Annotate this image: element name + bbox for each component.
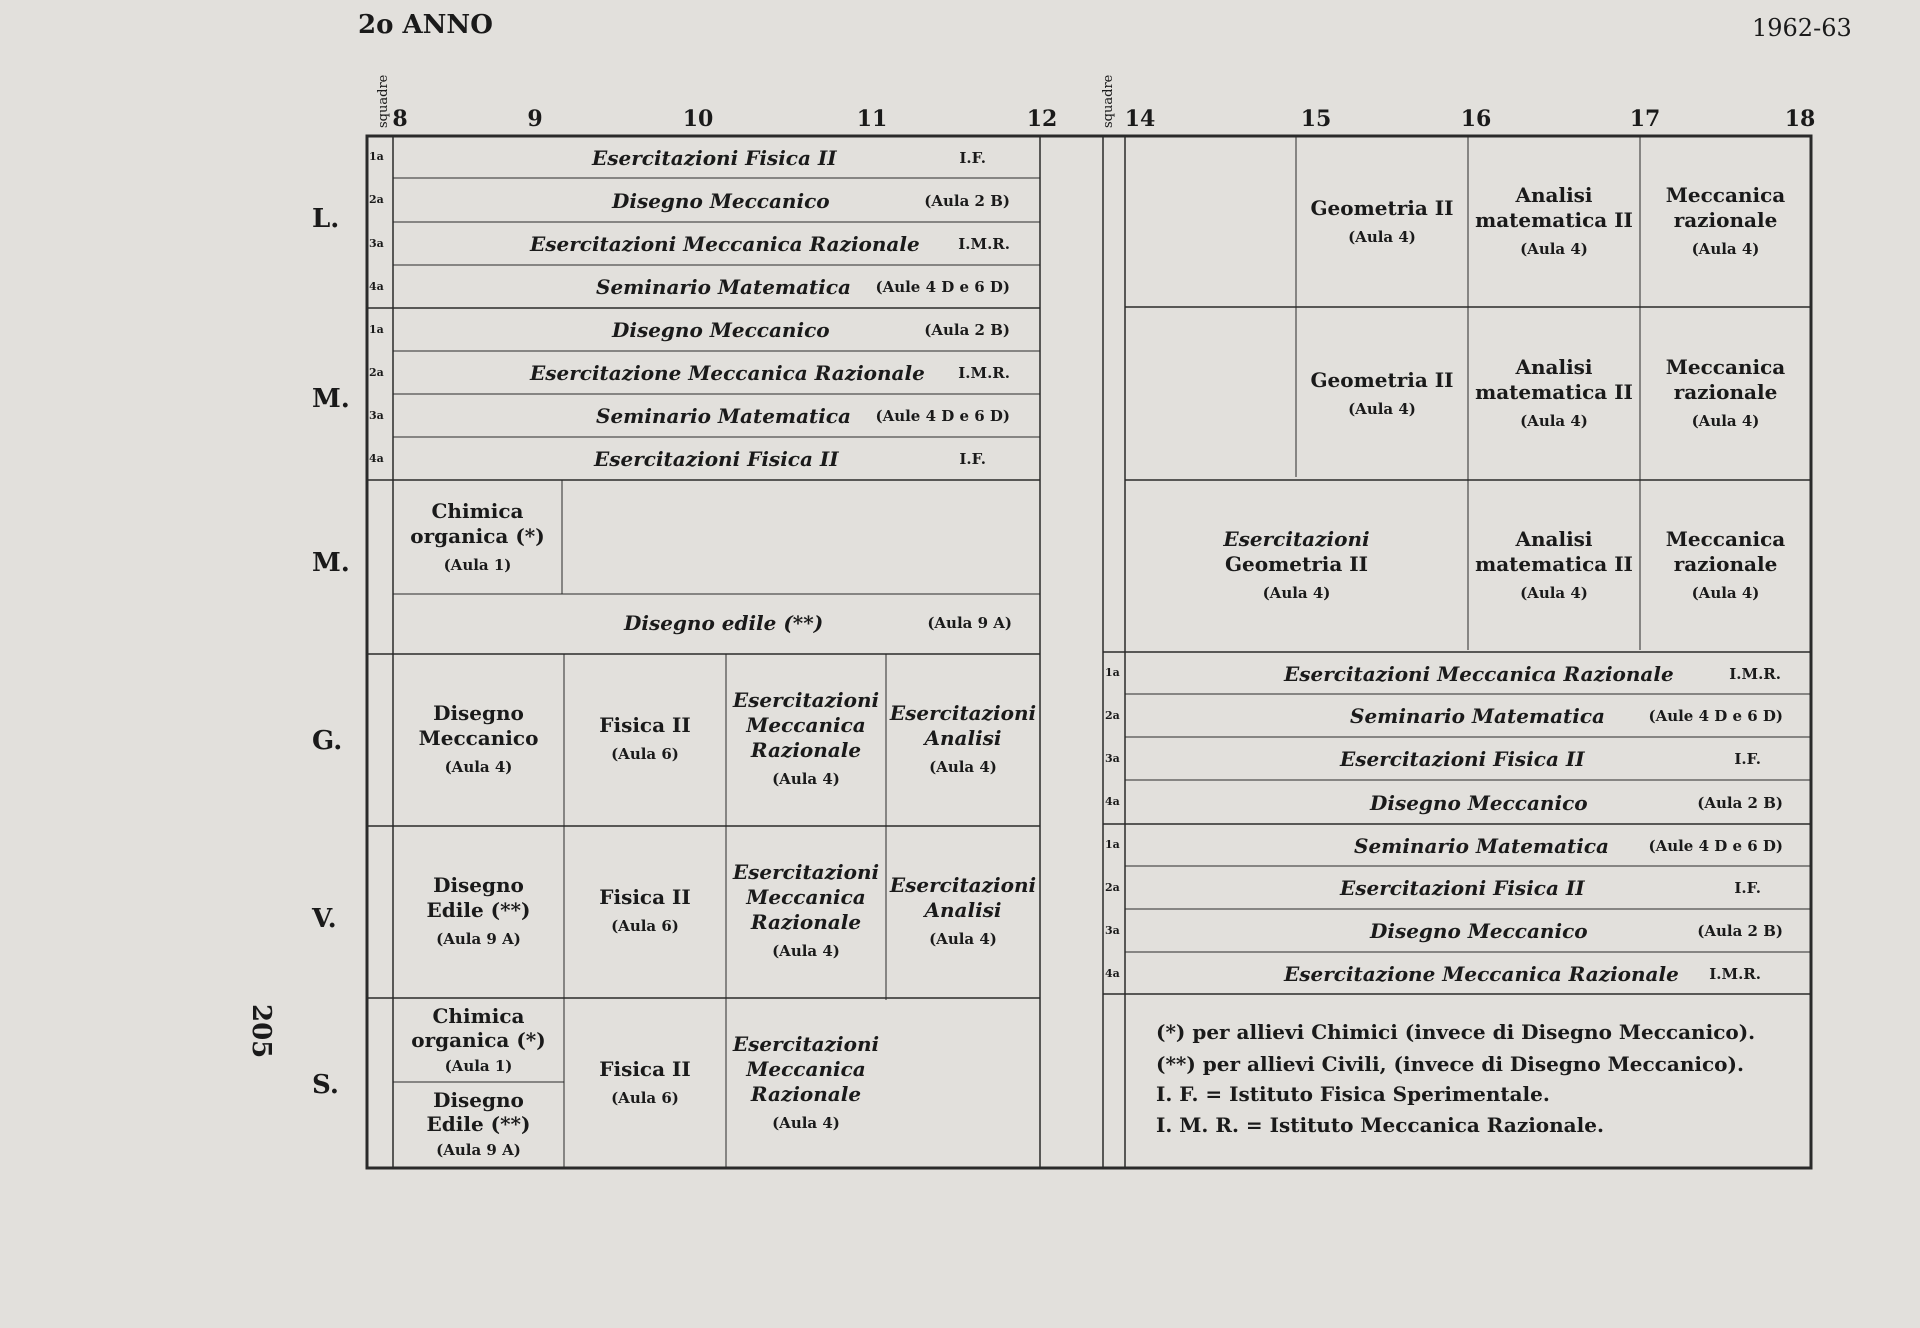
room: (Aula 4) — [929, 929, 997, 948]
squad-label: 2a — [1105, 709, 1120, 722]
day-venerdi: V. — [312, 904, 337, 934]
cell-line: Disegno — [433, 872, 524, 897]
room: (Aula 4) — [772, 1114, 840, 1132]
footnote: I. F. = Istituto Fisica Sperimentale. — [1156, 1082, 1550, 1106]
subject: Disegno Meccanico — [612, 189, 830, 213]
squad-label: 1a — [1105, 666, 1120, 679]
cell-eserc-meccanica — [726, 1000, 886, 1168]
room: (Aula 4) — [1520, 240, 1588, 258]
cell-line: Razionale — [750, 910, 862, 934]
cell-eserc-analisi — [886, 828, 1040, 996]
schedule-row — [400, 309, 1030, 351]
subject: Disegno edile (**) — [624, 611, 824, 635]
room: (Aula 6) — [611, 745, 679, 763]
footnote: (**) per allievi Civili, (invece di Disegno Meccanico). — [1156, 1052, 1744, 1076]
cell-line: Disegno — [433, 1088, 524, 1112]
cell-line: Meccanica — [746, 1057, 866, 1081]
room: (Aula 6) — [611, 1089, 679, 1107]
room: (Aula 1) — [443, 555, 512, 574]
hour-10: 10 — [682, 106, 714, 132]
schedule-row — [1130, 867, 1801, 909]
cell-line: Fisica II — [599, 885, 691, 909]
squad-label: 3a — [369, 409, 384, 422]
squad-label: 4a — [369, 280, 384, 293]
squad-label: 3a — [1105, 752, 1120, 765]
cell-line: Geometria II — [1224, 552, 1369, 576]
schedule-row — [400, 600, 1030, 646]
cell-eserc-meccanica — [726, 656, 886, 824]
squad-label: 4a — [1105, 795, 1120, 808]
cell-line: Meccanico — [418, 725, 539, 750]
cell-disegno-edile — [393, 1084, 564, 1166]
schedule-row — [1130, 953, 1801, 994]
room: (Aula 4) — [1691, 584, 1760, 602]
cell-fisica — [564, 656, 726, 824]
year-label: 2o ANNO — [358, 10, 493, 40]
cell-geometria — [1296, 140, 1468, 305]
cell-line: Esercitazioni — [1223, 527, 1370, 551]
cell-eserc-analisi — [886, 656, 1040, 824]
squad-label: 1a — [1105, 838, 1120, 851]
squad-label: 2a — [369, 366, 384, 379]
room: (Aula 2 B) — [1697, 793, 1783, 812]
cell-line: Analisi — [1515, 527, 1593, 551]
day-giovedi: G. — [312, 726, 343, 756]
cell-line: Fisica II — [599, 713, 691, 737]
room: (Aula 6) — [611, 917, 679, 935]
cell-line: Fisica II — [599, 1057, 691, 1081]
cell-line: Edile (**) — [426, 1112, 531, 1136]
cell-line: Edile (**) — [426, 897, 531, 922]
squad-label: 1a — [369, 150, 384, 163]
cell-line: Geometria II — [1310, 367, 1454, 392]
room: I.F. — [1734, 750, 1761, 768]
room: I.M.R. — [958, 235, 1010, 253]
room: (Aule 4 D e 6 D) — [1648, 836, 1783, 855]
schedule-row — [1130, 738, 1801, 780]
room: (Aula 4) — [929, 757, 997, 776]
schedule-row — [400, 180, 1030, 222]
room: (Aule 4 D e 6 D) — [875, 278, 1010, 296]
squad-label: 4a — [369, 452, 384, 465]
cell-analisi — [1468, 484, 1640, 649]
cell-line: Esercitazioni — [732, 860, 880, 884]
schedule-row — [400, 223, 1030, 265]
footnote: (*) per allievi Chimici (invece di Disegno Meccanico). — [1156, 1020, 1756, 1044]
subject: Esercitazioni Fisica II — [1340, 747, 1585, 771]
room: (Aula 9 A) — [927, 614, 1012, 632]
cell-meccanica — [1640, 312, 1811, 477]
schedule-row — [400, 138, 1030, 178]
cell-line: Razionale — [750, 1082, 862, 1106]
schedule-row — [1130, 653, 1801, 694]
subject: Esercitazioni Fisica II — [592, 146, 837, 170]
room: I.F. — [959, 450, 986, 468]
room: I.F. — [1734, 879, 1761, 897]
squadre-label-morning: squadre — [376, 74, 391, 128]
hour-14: 14 — [1124, 106, 1156, 132]
cell-eserc-geometria — [1125, 484, 1468, 649]
room: (Aula 4) — [1520, 584, 1588, 602]
schedule-row — [400, 438, 1030, 480]
cell-disegno-edile — [393, 828, 564, 996]
room: (Aula 4) — [772, 770, 840, 788]
cell-line: Esercitazioni — [732, 688, 880, 712]
room: I.M.R. — [1709, 964, 1761, 983]
cell-line: Meccanica — [746, 885, 866, 909]
cell-line: Meccanica — [1665, 183, 1786, 207]
subject: Seminario Matematica — [596, 404, 852, 428]
schedule-row — [400, 266, 1030, 308]
room: (Aula 2 B) — [1697, 922, 1783, 940]
hour-17: 17 — [1629, 106, 1661, 132]
cell-eserc-meccanica — [726, 828, 886, 996]
cell-fisica — [564, 828, 726, 996]
schedule-row — [400, 395, 1030, 437]
cell-line: organica (*) — [411, 1028, 546, 1052]
squad-label: 4a — [1105, 967, 1120, 980]
cell-line: organica (*) — [410, 523, 545, 548]
schedule-row — [1130, 781, 1801, 824]
schedule-row — [1130, 910, 1801, 952]
room: (Aule 4 D e 6 D) — [1648, 707, 1783, 725]
cell-line: Chimica — [431, 498, 524, 523]
hour-18: 18 — [1784, 106, 1816, 132]
subject: Disegno Meccanico — [612, 318, 830, 342]
cell-fisica — [564, 1000, 726, 1168]
cell-chimica — [393, 482, 562, 594]
room: (Aula 4) — [1691, 240, 1760, 258]
day-martedi: M. — [312, 384, 350, 414]
hour-11: 11 — [856, 106, 888, 132]
cell-chimica — [393, 1000, 564, 1082]
cell-meccanica — [1640, 484, 1811, 649]
cell-line: Esercitazioni — [889, 872, 1037, 897]
room: (Aula 2 B) — [924, 321, 1010, 339]
hour-12: 12 — [1026, 106, 1058, 132]
room: (Aula 1) — [444, 1057, 513, 1075]
cell-line: matematica II — [1475, 208, 1633, 232]
academic-year: 1962-63 — [1752, 14, 1852, 42]
cell-line: razionale — [1673, 552, 1778, 576]
subject: Esercitazioni Meccanica Razionale — [530, 232, 920, 256]
cell-line: Analisi — [1515, 183, 1593, 207]
room: (Aula 4) — [1348, 399, 1416, 418]
squad-label: 3a — [1105, 924, 1120, 937]
cell-meccanica — [1640, 140, 1811, 305]
footnote: I. M. R. = Istituto Meccanica Razionale. — [1156, 1113, 1604, 1137]
cell-line: Esercitazioni — [732, 1032, 880, 1056]
page-number: 205 — [246, 1004, 276, 1059]
subject: Disegno Meccanico — [1370, 919, 1588, 943]
subject: Disegno Meccanico — [1370, 790, 1588, 815]
schedule-row — [1130, 695, 1801, 737]
hour-9: 9 — [527, 106, 543, 132]
cell-line: Analisi — [924, 897, 1002, 922]
day-lunedi: L. — [312, 204, 340, 234]
hour-8: 8 — [392, 106, 408, 132]
room: (Aula 9 A) — [436, 929, 521, 948]
cell-line: matematica II — [1475, 552, 1633, 576]
cell-line: Meccanica — [1665, 355, 1786, 379]
room: (Aula 4) — [1262, 584, 1331, 602]
cell-geometria — [1296, 312, 1468, 477]
room: (Aule 4 D e 6 D) — [875, 407, 1010, 425]
cell-line: Meccanica — [1665, 527, 1786, 551]
room: (Aula 9 A) — [436, 1141, 521, 1159]
day-sabato: S. — [312, 1070, 339, 1100]
day-mercoledi: M. — [312, 548, 350, 578]
schedule-row — [400, 352, 1030, 394]
cell-line: Geometria II — [1310, 195, 1454, 220]
room: (Aula 4) — [1691, 412, 1760, 430]
cell-line: Razionale — [750, 738, 862, 762]
room: I.M.R. — [1729, 664, 1781, 683]
cell-line: Chimica — [432, 1004, 525, 1028]
subject: Esercitazioni Fisica II — [1340, 876, 1585, 900]
hour-16: 16 — [1460, 106, 1492, 132]
subject: Esercitazioni Fisica II — [594, 447, 839, 471]
room: (Aula 4) — [444, 757, 513, 776]
cell-line: razionale — [1673, 208, 1778, 232]
cell-line: matematica II — [1475, 380, 1633, 404]
subject: Seminario Matematica — [1354, 833, 1610, 858]
cell-line: Disegno — [433, 700, 524, 725]
subject: Esercitazione Meccanica Razionale — [1284, 961, 1679, 986]
room: (Aula 4) — [1348, 227, 1416, 246]
squad-label: 2a — [1105, 881, 1120, 894]
squad-label: 1a — [369, 323, 384, 336]
room: I.M.R. — [958, 364, 1010, 382]
cell-line: Meccanica — [746, 713, 866, 737]
subject: Esercitazione Meccanica Razionale — [530, 361, 925, 385]
hour-15: 15 — [1300, 106, 1332, 132]
cell-line: Esercitazioni — [889, 700, 1037, 725]
cell-line: Analisi — [1515, 355, 1593, 379]
subject: Esercitazioni Meccanica Razionale — [1284, 661, 1674, 686]
schedule-row — [1130, 825, 1801, 866]
room: (Aula 4) — [1520, 412, 1588, 430]
subject: Seminario Matematica — [596, 275, 852, 299]
cell-disegno-meccanico — [393, 656, 564, 824]
cell-analisi — [1468, 312, 1640, 477]
squadre-label-afternoon: squadre — [1101, 74, 1116, 128]
cell-analisi — [1468, 140, 1640, 305]
room: I.F. — [959, 149, 986, 167]
cell-line: Analisi — [924, 725, 1002, 750]
room: (Aula 2 B) — [924, 192, 1010, 210]
squad-label: 2a — [369, 193, 384, 206]
cell-line: razionale — [1673, 380, 1778, 404]
squad-label: 3a — [369, 237, 384, 250]
room: (Aula 4) — [772, 942, 840, 960]
subject: Seminario Matematica — [1350, 704, 1606, 728]
